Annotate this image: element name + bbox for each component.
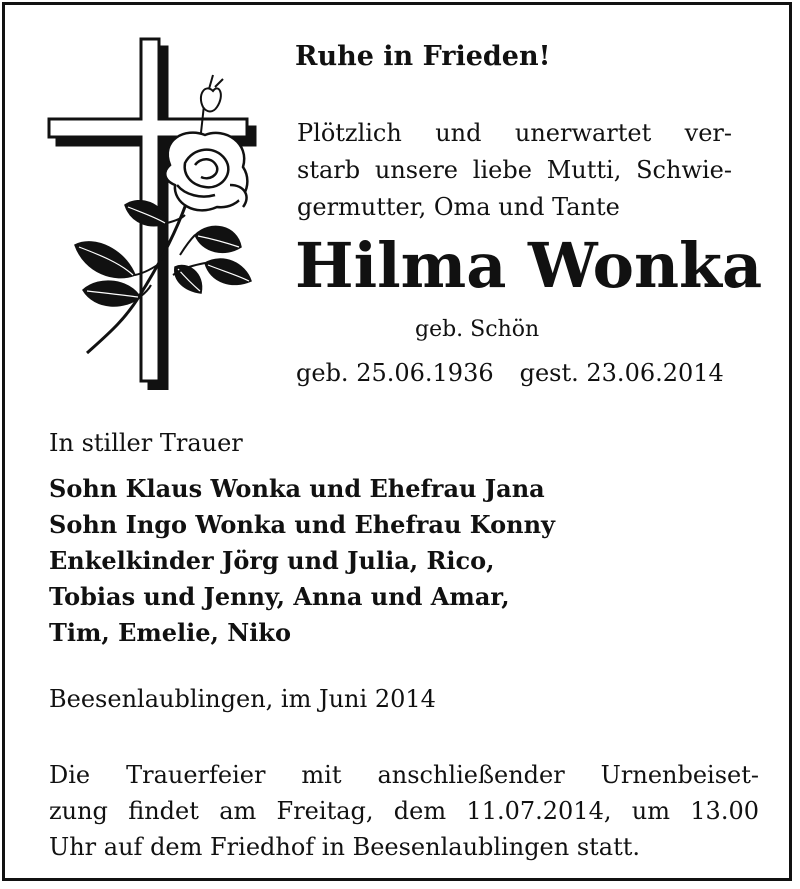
family-list — [49, 471, 555, 651]
family-line: Tim, Emelie, Niko — [49, 618, 291, 647]
ceremony-line: Die Trauerfeier mit anschließender Urnenbeiset- — [49, 761, 759, 789]
family-line: Sohn Klaus Wonka und Ehefrau Jana — [49, 474, 545, 503]
ceremony-line: Uhr auf dem Friedhof in Beesenlaublingen statt. — [49, 833, 641, 861]
intro-line: Plötzlich und unerwartet ver- — [297, 119, 732, 147]
mourning-intro: In stiller Trauer — [49, 429, 243, 457]
birth-date: geb. 25.06.1936 — [296, 359, 494, 387]
ceremony-info — [49, 757, 759, 865]
death-date: gest. 23.06.2014 — [519, 359, 724, 387]
obituary-notice — [2, 2, 792, 881]
maiden-name: geb. Schön — [415, 317, 540, 342]
life-dates — [296, 359, 724, 387]
deceased-name: Hilma Wonka — [295, 229, 763, 302]
cross-with-rose-icon — [45, 35, 265, 390]
ceremony-line: zung findet am Freitag, dem 11.07.2014, um 13.00 — [49, 797, 759, 825]
intro-line: germutter, Oma und Tante — [297, 193, 620, 221]
family-line: Enkelkinder Jörg und Julia, Rico, — [49, 546, 495, 575]
notice-heading: Ruhe in Frieden! — [295, 41, 551, 72]
place-date: Beesenlaublingen, im Juni 2014 — [49, 685, 436, 713]
intro-text — [297, 115, 732, 226]
intro-line: starb unsere liebe Mutti, Schwie- — [297, 156, 732, 184]
family-line: Tobias und Jenny, Anna und Amar, — [49, 582, 510, 611]
family-line: Sohn Ingo Wonka und Ehefrau Konny — [49, 510, 555, 539]
